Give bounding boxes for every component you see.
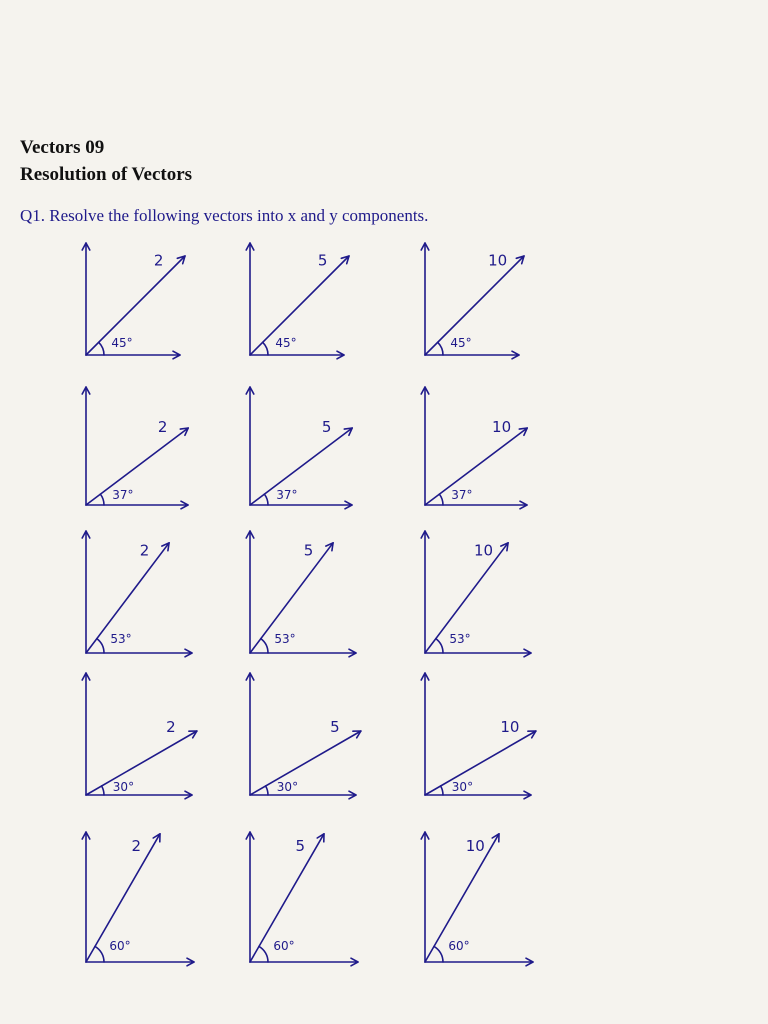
angle-label: 37°	[112, 488, 134, 503]
angle-label: 45°	[275, 336, 297, 350]
magnitude-label: 10	[500, 718, 520, 737]
angle-label: 30°	[112, 780, 135, 795]
angle-label: 60°	[448, 939, 470, 953]
angle-arc	[97, 639, 104, 653]
vector-line	[250, 731, 361, 795]
angle-arc	[264, 494, 268, 505]
angle-arc	[261, 639, 268, 653]
angle-arc	[259, 946, 268, 962]
vector-line	[425, 256, 524, 355]
vector-line	[425, 428, 527, 505]
vector-line	[250, 256, 349, 355]
angle-arc	[95, 946, 104, 962]
worksheet-title: Vectors 09	[20, 137, 105, 158]
magnitude-label: 5	[317, 251, 328, 270]
angle-label: 37°	[451, 488, 473, 503]
angle-arc	[99, 342, 104, 355]
angle-label: 45°	[111, 336, 133, 350]
vector-line	[86, 256, 185, 355]
angle-arc	[441, 786, 443, 795]
angle-label: 30°	[451, 780, 474, 795]
magnitude-label: 10	[492, 418, 512, 437]
angle-arc	[436, 639, 443, 653]
magnitude-label: 2	[166, 718, 176, 737]
magnitude-label: 2	[153, 251, 164, 270]
angle-label: 53°	[110, 631, 132, 646]
magnitude-label: 2	[139, 541, 150, 560]
magnitude-label: 2	[131, 836, 142, 855]
magnitude-label: 10	[473, 541, 494, 560]
angle-arc	[100, 494, 104, 505]
magnitude-label: 5	[330, 718, 340, 737]
angle-label: 60°	[109, 939, 131, 953]
angle-arc	[438, 342, 443, 355]
vector-line	[86, 428, 188, 505]
angle-label: 45°	[450, 336, 472, 350]
question-text: Q1. Resolve the following vectors into x and y components.	[20, 206, 429, 225]
angle-arc	[263, 342, 268, 355]
angle-arc	[266, 786, 268, 795]
magnitude-label: 2	[157, 418, 168, 437]
angle-label: 53°	[449, 631, 471, 646]
angle-arc	[434, 946, 443, 962]
magnitude-label: 5	[303, 541, 314, 560]
angle-label: 60°	[273, 939, 295, 953]
angle-arc	[102, 786, 104, 795]
worksheet-subtitle: Resolution of Vectors	[20, 164, 193, 185]
vector-line	[86, 731, 197, 795]
vector-line	[425, 731, 536, 795]
angle-label: 30°	[276, 780, 299, 795]
magnitude-label: 10	[465, 836, 485, 855]
magnitude-label: 10	[488, 251, 508, 270]
vector-line	[250, 428, 352, 505]
angle-label: 37°	[276, 488, 298, 503]
angle-label: 53°	[274, 631, 296, 646]
magnitude-label: 5	[295, 836, 306, 855]
magnitude-label: 5	[321, 418, 332, 437]
angle-arc	[439, 494, 443, 505]
